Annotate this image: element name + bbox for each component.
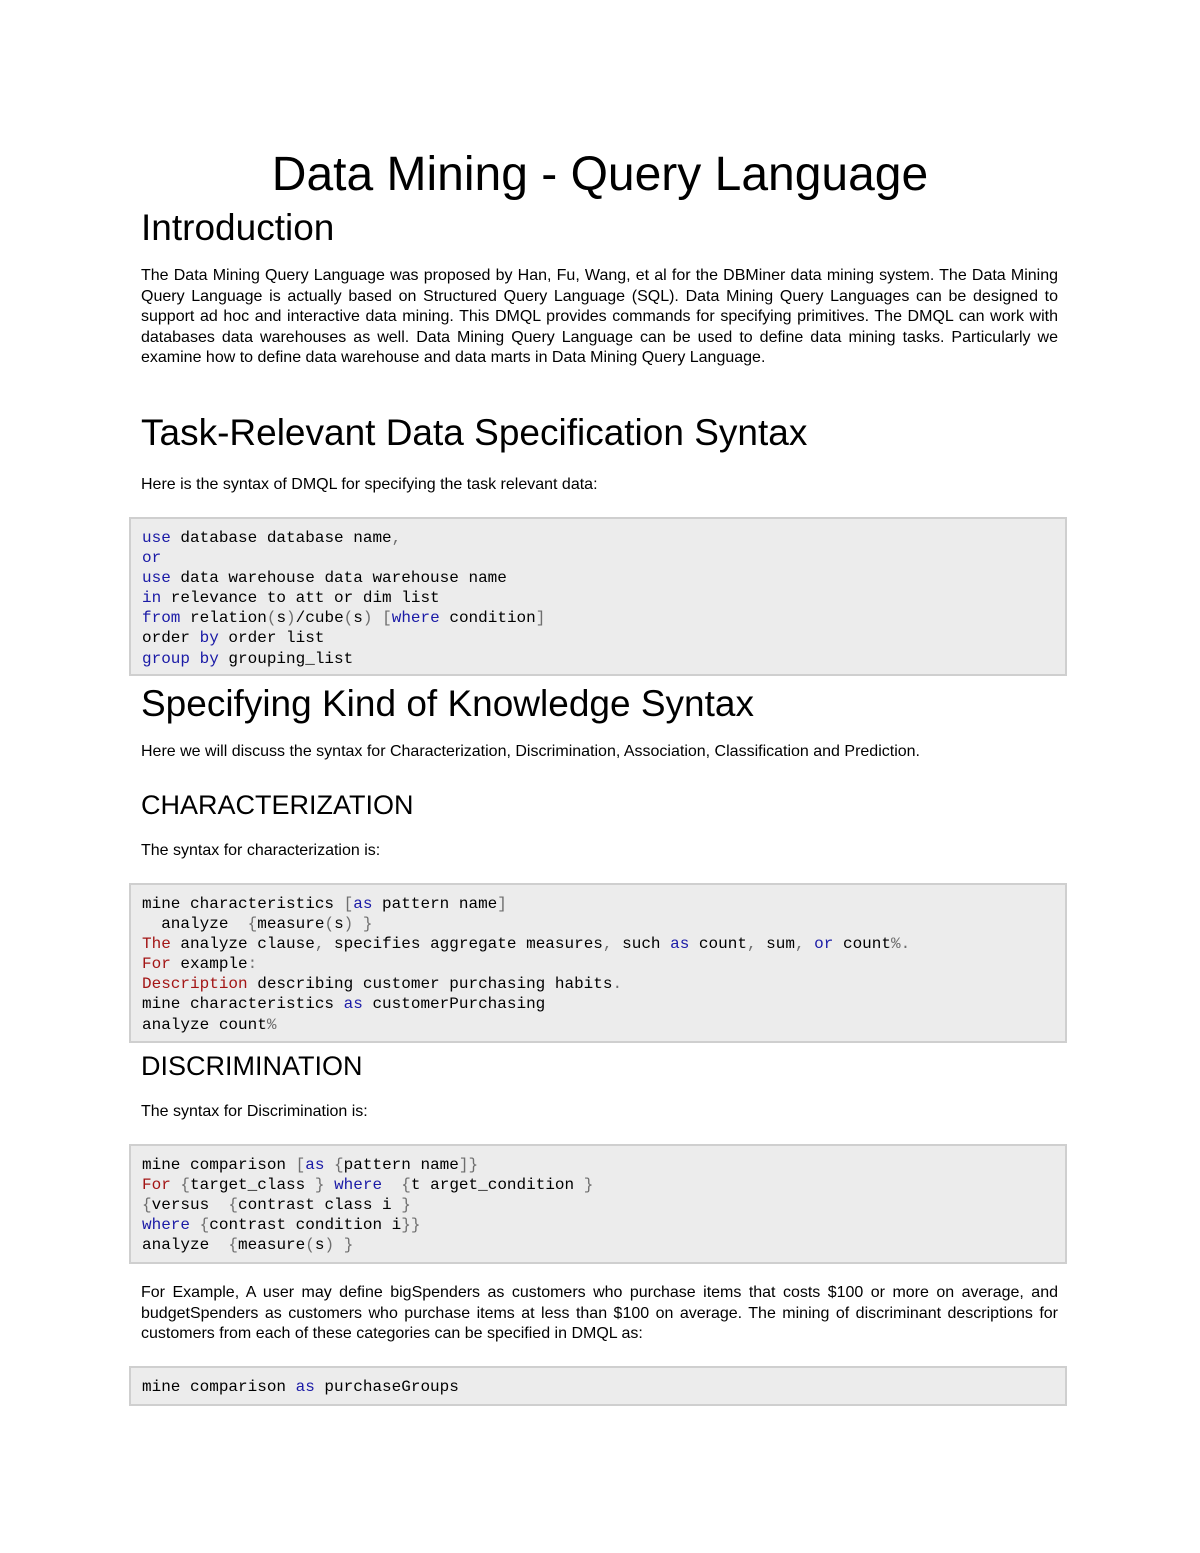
heading-introduction: Introduction xyxy=(141,207,335,248)
code-line xyxy=(142,1175,1054,1195)
code-token: For xyxy=(142,955,171,974)
code-token: t arget_condition xyxy=(410,1176,584,1195)
code-token: where xyxy=(142,1216,191,1235)
discrimination-example-paragraph: For Example, A user may define bigSpenders as customers who purchase items that costs $100 or more on average, and budgetSpenders as customers who purchase items at less than $100 on average. The mining of discriminant descriptions for customers from each of these categories can be specified in DMQL as: xyxy=(141,1284,1058,1342)
heading-discrimination: DISCRIMINATION xyxy=(141,1051,363,1081)
code-token: use xyxy=(142,529,171,547)
code-token: { xyxy=(228,1236,239,1255)
code-token: count xyxy=(833,935,891,954)
code-token: s xyxy=(314,1236,325,1255)
code-token: or xyxy=(142,549,162,568)
code-line xyxy=(142,568,1054,588)
code-token: in xyxy=(142,589,162,608)
code-line xyxy=(142,1235,1054,1255)
code-token: contrast condition i xyxy=(209,1216,402,1235)
code-token: target_class xyxy=(190,1176,315,1195)
code-token xyxy=(382,1176,401,1194)
code-token: ] xyxy=(535,609,546,628)
intro-paragraph: The Data Mining Query Language was proposed by Han, Fu, Wang, et al for the DBMiner data mining system. The Data Mining Query Language is actually based on Structured Query Language (SQL). Data Mining Query Languages can be designed to support ad hoc and interactive data mining. This DMQL provides commands for specifying primitives. The DMQL can work with databases data warehouses as well. Data Mining Query Language can be used to define data mining tasks. Particularly we examine how to define data warehouse and data marts in Data Mining Query Language. xyxy=(141,267,1058,366)
code-token: analyze xyxy=(142,915,248,934)
heading-knowledge-syntax: Specifying Kind of Knowledge Syntax xyxy=(141,683,754,724)
code-token: measure xyxy=(238,1236,306,1255)
code-token: order list xyxy=(218,629,325,648)
code-token: , xyxy=(314,935,325,954)
code-token: { xyxy=(247,915,258,934)
code-token: ] xyxy=(497,895,507,913)
code-line xyxy=(142,1155,1054,1175)
code-token: ) xyxy=(324,1236,335,1255)
code-token: s xyxy=(334,915,344,934)
code-token: relation xyxy=(180,609,267,628)
code-token: { xyxy=(199,1216,210,1235)
code-token: purchaseGroups xyxy=(314,1378,459,1396)
code-line xyxy=(142,1215,1054,1235)
code-token xyxy=(324,1156,334,1174)
code-token: mine characteristics xyxy=(142,895,344,913)
code-token: from xyxy=(142,609,181,628)
code-token: example xyxy=(170,955,248,974)
task-intro-text: Here is the syntax of DMQL for specifying the task relevant data: xyxy=(141,476,598,493)
code-token: { xyxy=(142,1196,152,1215)
code-token xyxy=(190,1216,200,1234)
code-line xyxy=(142,894,1054,914)
code-token: } xyxy=(583,1176,594,1195)
code-token: where xyxy=(334,1176,383,1195)
code-token: analyze count xyxy=(142,1015,267,1034)
code-token: or xyxy=(814,935,834,954)
code-token: count xyxy=(689,935,747,954)
code-token: , xyxy=(746,935,757,954)
heading-task-relevant: Task-Relevant Data Specification Syntax xyxy=(141,412,808,453)
code-token: [ xyxy=(382,609,392,628)
code-token: as xyxy=(305,1156,325,1174)
code-token xyxy=(373,609,383,627)
code-token: , xyxy=(794,935,805,954)
code-line xyxy=(142,528,1054,548)
code-token: } xyxy=(343,1236,354,1255)
knowledge-intro-text: Here we will discuss the syntax for Characterization, Discrimination, Association, Classification and Prediction. xyxy=(141,743,920,760)
code-token: sum xyxy=(756,935,795,954)
code-token: Description xyxy=(142,975,248,994)
code-token: mine comparison xyxy=(142,1378,296,1396)
code-token: order xyxy=(142,629,200,648)
code-token xyxy=(334,1236,344,1254)
code-token: contrast class i xyxy=(238,1196,402,1215)
code-token: %. xyxy=(890,935,911,954)
code-token: ( xyxy=(324,915,335,934)
code-token: { xyxy=(180,1176,191,1195)
code-line xyxy=(142,914,1054,934)
code-token: s xyxy=(276,609,287,628)
code-token: analyze clause xyxy=(170,935,315,954)
code-line xyxy=(142,1015,1054,1035)
code-token: mine characteristics xyxy=(142,995,344,1014)
code-token: ( xyxy=(266,609,277,628)
code-token: measure xyxy=(257,915,325,934)
discrimination-intro-text: The syntax for Discrimination is: xyxy=(141,1103,368,1120)
code-token: specifies aggregate measures xyxy=(324,935,603,954)
code-token: condition xyxy=(439,609,536,628)
code-token: group by xyxy=(142,649,219,668)
code-token: ) xyxy=(343,915,354,934)
code-line xyxy=(142,974,1054,994)
code-token: % xyxy=(266,1015,277,1034)
code-token: as xyxy=(295,1378,315,1396)
code-token: ) xyxy=(362,609,373,628)
code-token: } xyxy=(401,1196,411,1215)
code-line xyxy=(142,954,1054,974)
code-token: : xyxy=(247,955,258,974)
heading-characterization: CHARACTERIZATION xyxy=(141,790,414,820)
code-token: as xyxy=(670,935,690,954)
code-token xyxy=(171,1176,181,1194)
code-token xyxy=(353,915,363,933)
code-token xyxy=(324,1176,334,1194)
code-line xyxy=(142,994,1054,1014)
code-token: } xyxy=(314,1176,325,1195)
code-token: , xyxy=(391,529,402,547)
code-line xyxy=(142,1377,1054,1397)
code-token: such xyxy=(612,935,671,954)
code-token: { xyxy=(401,1176,411,1195)
code-token: { xyxy=(334,1156,344,1174)
code-line xyxy=(142,608,1054,628)
code-token: }} xyxy=(401,1216,421,1235)
code-line xyxy=(142,1195,1054,1215)
code-token: . xyxy=(612,975,623,994)
code-token: database database name xyxy=(170,529,392,547)
code-token: use xyxy=(142,569,171,588)
code-token: data warehouse data warehouse name xyxy=(170,569,507,588)
code-token: For xyxy=(142,1176,171,1195)
code-token: , xyxy=(602,935,613,954)
code-block-task-relevant xyxy=(129,517,1067,676)
code-token: s xyxy=(353,609,363,628)
code-line xyxy=(142,588,1054,608)
code-token: as xyxy=(353,895,373,913)
code-token: [ xyxy=(295,1156,306,1174)
code-token: versus xyxy=(151,1196,229,1215)
code-line xyxy=(142,649,1054,669)
code-token: customerPurchasing xyxy=(362,995,546,1014)
code-token: { xyxy=(228,1196,239,1215)
code-line xyxy=(142,548,1054,568)
code-token: grouping_list xyxy=(218,649,354,668)
code-token: /cube xyxy=(295,609,344,628)
code-token: where xyxy=(391,609,440,628)
code-token: relevance to att or dim list xyxy=(161,589,440,608)
code-token: describing customer purchasing habits xyxy=(247,975,613,994)
code-token: as xyxy=(343,995,363,1014)
code-token: ( xyxy=(305,1236,315,1255)
code-token: ]} xyxy=(458,1156,479,1174)
code-line xyxy=(142,628,1054,648)
code-token: ) xyxy=(286,609,296,628)
code-token xyxy=(805,935,815,953)
code-block-discrimination-example xyxy=(129,1366,1067,1406)
code-token: pattern name xyxy=(372,895,498,913)
code-token: The xyxy=(142,935,171,954)
code-token: by xyxy=(199,629,219,648)
code-block-characterization xyxy=(129,883,1067,1043)
code-token: mine comparison xyxy=(142,1156,296,1174)
code-token: ( xyxy=(343,609,354,628)
code-token: pattern name xyxy=(343,1156,459,1174)
code-token: [ xyxy=(343,895,354,913)
page-title: Data Mining - Query Language xyxy=(271,148,929,201)
code-line xyxy=(142,934,1054,954)
code-token: analyze xyxy=(142,1236,229,1255)
code-token: } xyxy=(362,915,373,934)
characterization-intro-text: The syntax for characterization is: xyxy=(141,842,381,859)
code-block-discrimination xyxy=(129,1144,1067,1264)
